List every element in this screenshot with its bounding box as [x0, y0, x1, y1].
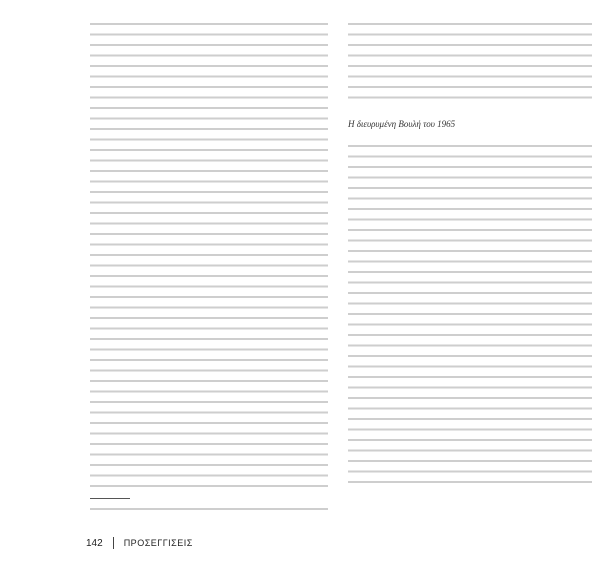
text-region	[348, 140, 592, 485]
text-region	[90, 18, 328, 490]
right-column	[348, 18, 592, 485]
text-region	[348, 18, 592, 106]
footnote	[90, 503, 328, 510]
footnote-rule	[90, 498, 130, 499]
page-footer	[86, 537, 193, 549]
publication-label: ΠΡΟΣΕΓΓΙΣΕΙΣ	[123, 538, 193, 548]
left-column	[90, 18, 328, 490]
footer-divider	[113, 537, 114, 549]
section-subheading: Η διευρυμένη Βουλή του 1965	[348, 119, 456, 129]
page-number: 142	[86, 537, 103, 549]
